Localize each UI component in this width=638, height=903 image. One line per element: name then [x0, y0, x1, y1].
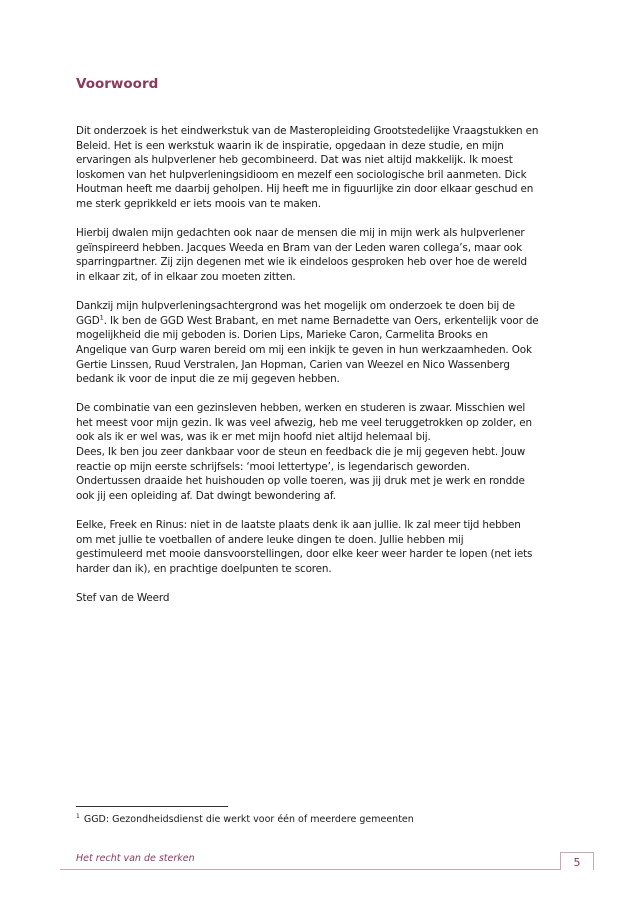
text-line: Hierbij dwalen mijn gedachten ook naar de mensen die mij in mijn werk als hulpverlener [76, 227, 525, 240]
text-line: bedank ik voor de input die ze mij gegeven hebben. [76, 373, 340, 386]
text-line: Eelke, Freek en Rinus: niet in de laatste plaats denk ik aan jullie. Ik zal meer tijd hebben [76, 519, 521, 532]
author-name: Stef van de Weerd [76, 592, 170, 604]
paragraph-3 [76, 299, 566, 387]
text-line: Houtman heeft me daarbij geholpen. Hij heeft me in figuurlijke zin door elkaar geschud en [76, 183, 534, 196]
footer-divider [60, 869, 594, 870]
text-line: Gertie Linssen, Ruud Verstralen, Jan Hopman, Carien van Weezel en Nico Wassenberg [76, 358, 510, 371]
footnote-separator [76, 806, 228, 807]
body-text [76, 124, 566, 620]
footnote-reference[interactable]: 1 [99, 313, 104, 322]
text-line: om met jullie te voetballen of andere leuke dingen te doen. Jullie hebben mij [76, 533, 464, 546]
text-line: Dees, Ik ben jou zeer dankbaar voor de steun en feedback die je mij gegeven hebt. Jouw [76, 446, 526, 459]
text-line: Ondertussen draaide het huishouden op volle toeren, was jij druk met je werk en rondde [76, 475, 525, 488]
text-line: ook jij een opleiding af. Dat dwingt bewondering af. [76, 489, 336, 502]
footnote-anchor-rest: . Ik ben de GGD West Brabant, en met name Bernadette van Oers, erkentelijk voor de [103, 314, 539, 327]
text-line: me sterk geprikkeld er iets moois van te maken. [76, 197, 321, 210]
paragraph-1 [76, 124, 566, 212]
text-line: geïnspireerd hebben. Jacques Weeda en Bram van der Leden waren collega’s, maar ook [76, 241, 522, 254]
footnote-number: 1 [76, 812, 80, 820]
text-line: De combinatie van een gezinsleven hebben, werken en studeren is zwaar. Misschien wel [76, 402, 526, 415]
text-line: Angelique van Gurp waren bereid om mij een inkijk te geven in hun werkzaamheden. Ook [76, 343, 532, 356]
text-line [76, 314, 566, 329]
footer-title: Het recht van de sterken [76, 853, 195, 864]
text-line: het meest voor mijn gezin. Ik was veel afwezig, heb me veel teruggetrokken op zolder, en [76, 416, 532, 429]
text-line: Dit onderzoek is het eindwerkstuk van de Masteropleiding Grootstedelijke Vraagstukken en [76, 125, 539, 137]
paragraph-5 [76, 518, 566, 576]
text-line: harder dan ik), en prachtige doelpunten te scoren. [76, 562, 332, 575]
text-line: reactie op mijn eerste schrijfsels: ‘mooi lettertype’, is legendarisch geworden. [76, 460, 470, 473]
text-line: Beleid. Het is een werkstuk waarin ik de inspiratie, opgedaan in deze studie, en mijn [76, 139, 504, 152]
footnote [76, 814, 414, 825]
paragraph-4 [76, 401, 566, 503]
page-number: 5 [573, 856, 581, 869]
signature [76, 591, 566, 606]
text-line: sparringpartner. Zij zijn degenen met wie ik eindeloos gesproken heb over hoe de wereld [76, 256, 527, 269]
text-line: Dankzij mijn hulpverleningsachtergrond was het mogelijk om onderzoek te doen bij de [76, 300, 515, 313]
text-line: ook als ik er wel was, was ik er met mijn hoofd niet altijd helemaal bij. [76, 431, 431, 444]
page-title: Voorwoord [76, 76, 159, 92]
text-line: in elkaar zit, of in elkaar zou moeten zitten. [76, 270, 296, 283]
text-line: gestimuleerd met mooie dansvoorstellingen, door elke keer weer harder te lopen (net iets [76, 548, 533, 561]
footnote-text: GGD: Gezondheidsdienst die werkt voor één of meerdere gemeenten [83, 814, 414, 825]
footnote-anchor-text: GGD [76, 314, 100, 327]
text-line: ervaringen als hulpverlener heb gecombineerd. Dat was niet altijd makkelijk. Ik moest [76, 154, 513, 167]
text-line: loskomen van het hulpverleningsidioom en mezelf een sociologische bril aanmeten. Dick [76, 168, 527, 181]
paragraph-2 [76, 226, 566, 284]
text-line: mogelijkheid die mij geboden is. Dorien Lips, Marieke Caron, Carmelita Brooks en [76, 329, 488, 342]
